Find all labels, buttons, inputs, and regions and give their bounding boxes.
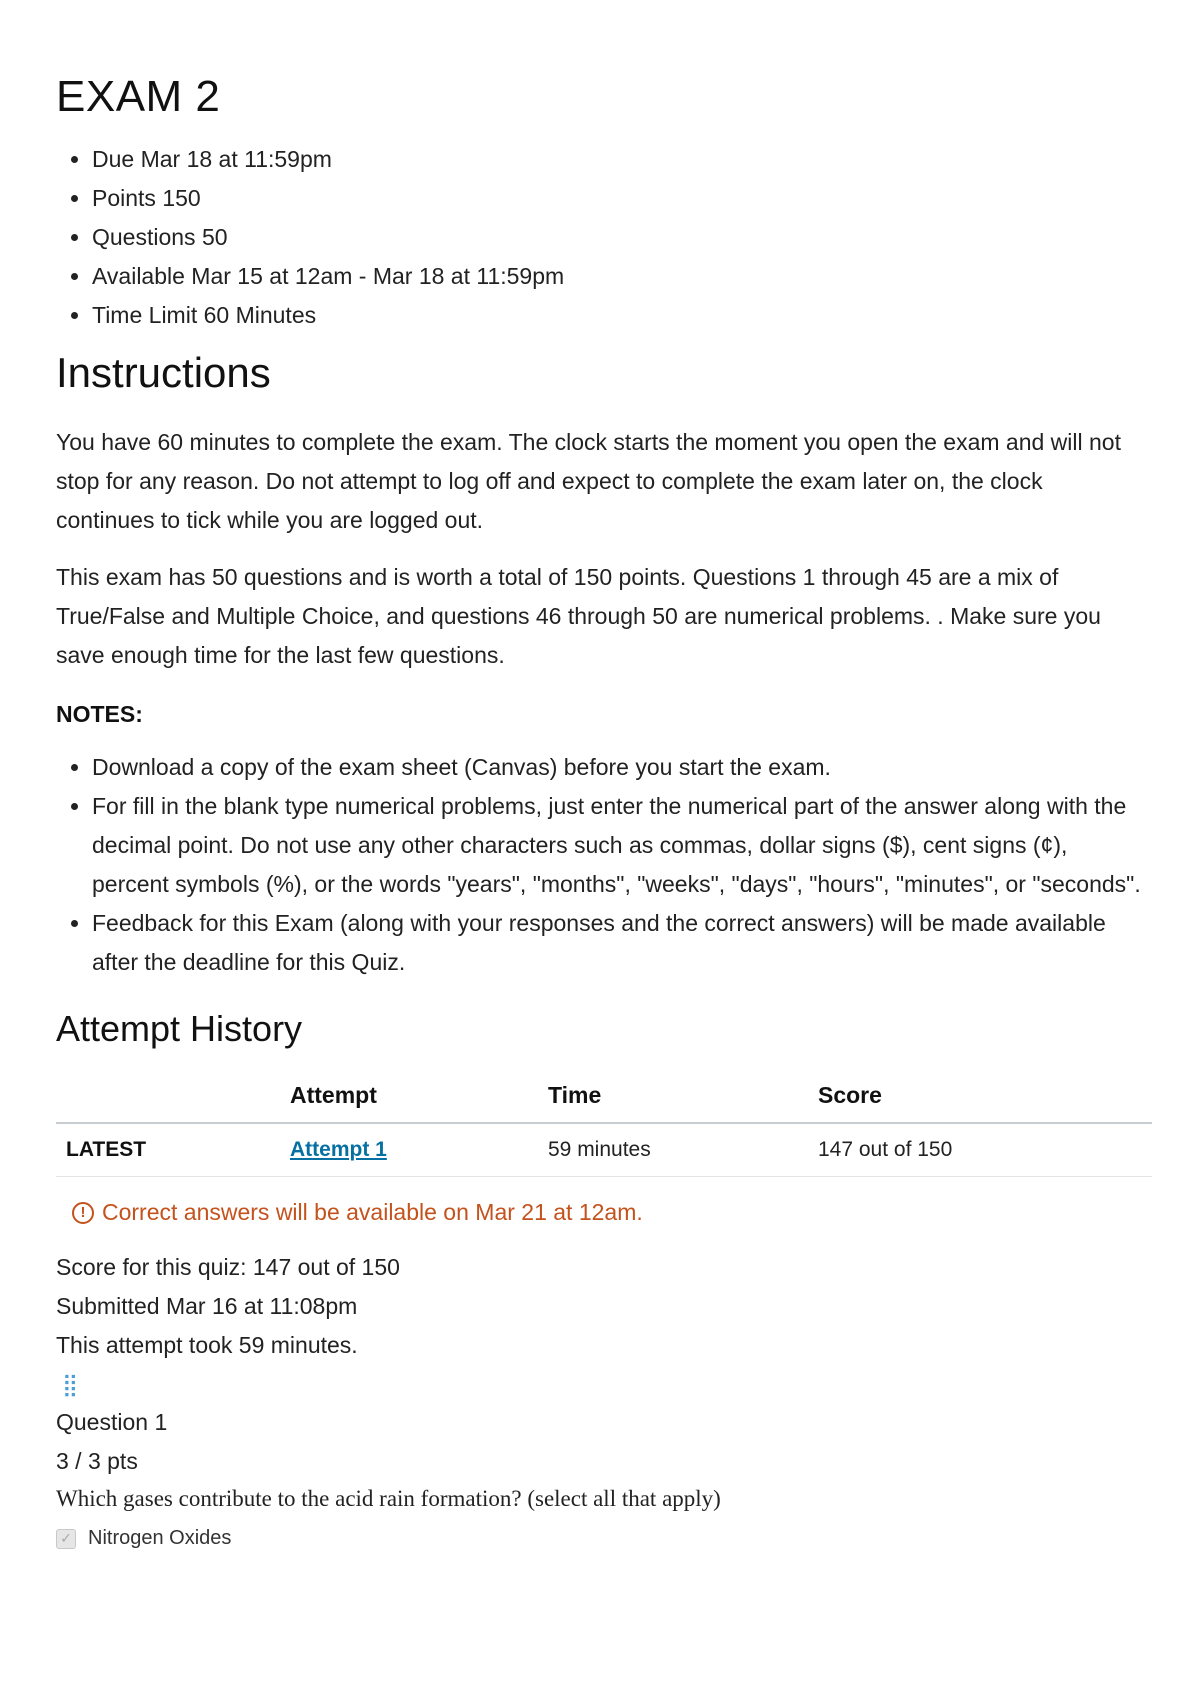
attempt-time: 59 minutes [538, 1123, 808, 1177]
correct-answers-notice [72, 1199, 1144, 1226]
attempt-1-link[interactable]: Attempt 1 [290, 1138, 387, 1161]
instructions-paragraph: This exam has 50 questions and is worth a total of 150 points. Questions 1 through 45 are a mix of True/False and Multiple Choice, and questions 46 through 50 are numerical problems. . Make sure you save enough time for the last few questions. [56, 564, 1101, 668]
points: • Points 150 [92, 179, 1144, 218]
table-row [56, 1123, 1152, 1177]
attempt-score: 147 out of 150 [808, 1123, 1152, 1177]
question-count: • Questions 50 [92, 218, 1144, 257]
note-item: • Feedback for this Exam (along with your responses and the correct answers) will be made available after the deadline for this Quiz. [92, 904, 1144, 982]
column-header-score: Score [808, 1078, 1152, 1123]
quiz-summary [56, 1248, 1144, 1365]
instructions-paragraph: You have 60 minutes to complete the exam. The clock starts the moment you open the exam and will not stop for any reason. Do not attempt to log off and expect to complete the exam later on, the clock continues to tick while you are logged out. [56, 429, 1121, 533]
availability: • Available Mar 15 at 12am - Mar 18 at 11:59pm [92, 257, 1144, 296]
note-item: • For fill in the blank type numerical problems, just enter the numerical part of the answer along with the decimal point. Do not use any other characters such as commas, dollar signs ($), cent signs (¢), percent symbols (%), or the words "years", "months", "weeks", "days", "hours", "minutes", or "seconds". [92, 787, 1144, 904]
time-limit: • Time Limit 60 Minutes [92, 296, 1144, 335]
answer-option [56, 1527, 1144, 1550]
column-header-attempt: Attempt [280, 1078, 538, 1123]
notes-list [56, 748, 1144, 982]
notes-label: NOTES: [56, 701, 143, 727]
answer-label: Nitrogen Oxides [88, 1527, 232, 1549]
page-title: EXAM 2 [56, 72, 221, 121]
question-text: Which gases contribute to the acid rain formation? (select all that apply) [56, 1486, 721, 1511]
attempt-history-table [56, 1078, 1152, 1177]
note-item: • Download a copy of the exam sheet (Canvas) before you start the exam. [92, 748, 1144, 787]
attempt-history-heading: Attempt History [56, 1008, 303, 1049]
exclamation-circle-icon: ! [72, 1202, 94, 1224]
attempt-duration: This attempt took 59 minutes. [56, 1332, 358, 1358]
submitted-time: Submitted Mar 16 at 11:08pm [56, 1293, 358, 1319]
notice-text: Correct answers will be available on Mar 21 at 12am. [102, 1199, 643, 1225]
instructions-heading: Instructions [56, 349, 271, 396]
table-header-row [56, 1078, 1152, 1123]
attempt-cell [280, 1123, 538, 1177]
quiz-score: Score for this quiz: 147 out of 150 [56, 1254, 400, 1280]
exam-details-list [56, 140, 1144, 335]
question-points: 3 / 3 pts [56, 1448, 138, 1474]
latest-label: LATEST [56, 1123, 280, 1177]
answer-checkbox[interactable]: ✓ [56, 1529, 76, 1549]
drag-handle-icon[interactable]: ⣿ [62, 1372, 77, 1397]
question-label: Question 1 [56, 1409, 168, 1435]
column-header-label [56, 1078, 280, 1123]
due-date: • Due Mar 18 at 11:59pm [92, 140, 1144, 179]
column-header-time: Time [538, 1078, 808, 1123]
